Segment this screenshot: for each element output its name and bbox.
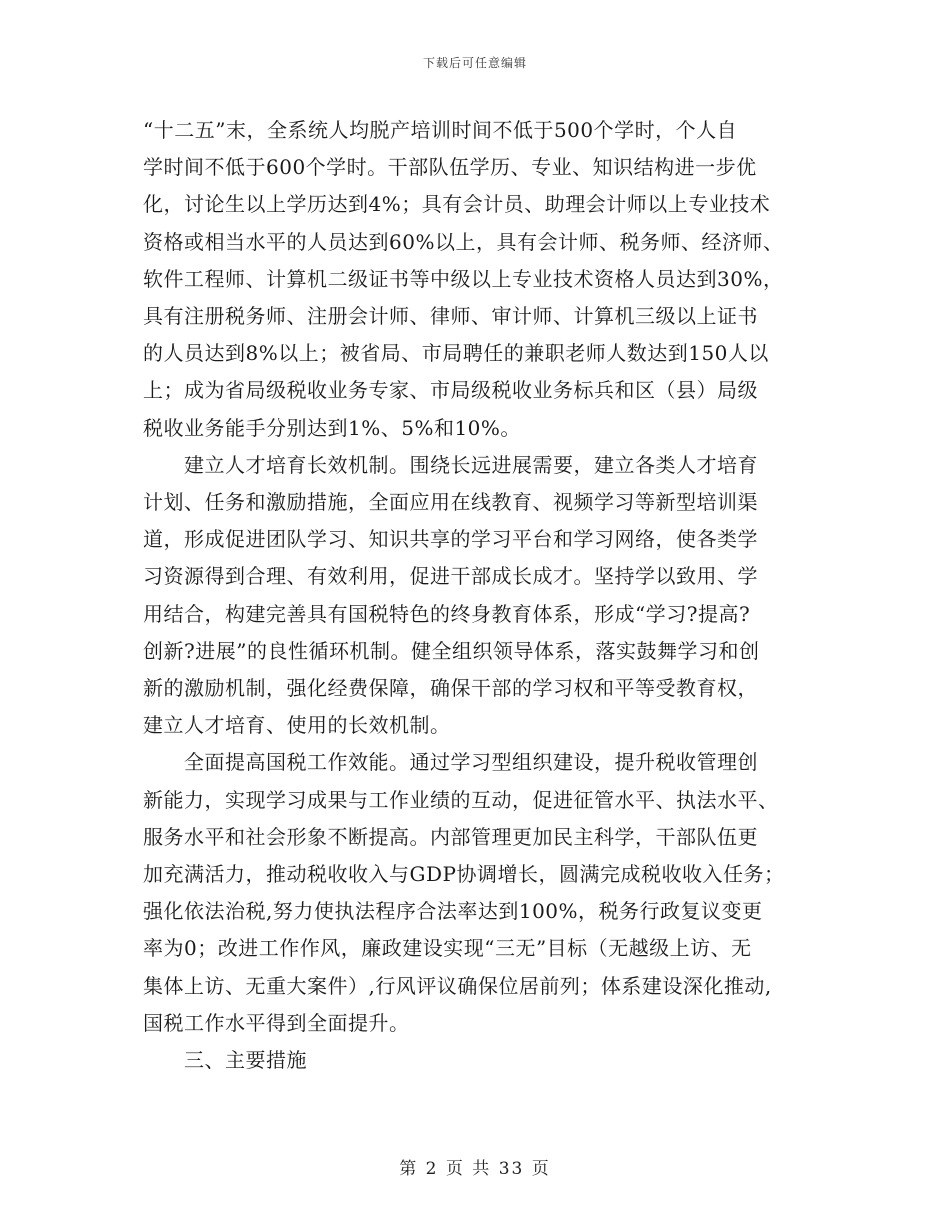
paragraph-training-targets: “十二五”末，全系统人均脱产培训时间不低于500个学时，个人自 学时间不低于600个学时。干部队伍学历、专业、知识结构进一步优 化，讨论生以上学历达到4%；具有会计员、助理会计师以上专业技术 资格或相当水平的人员达到60%以上，具有会计师、税务师、经济师、 软件工程师、计算机二级证书等中级以上专业技术资格人员达到30%， 具有注册税务师、注册会计师、律师、审计师、计算机三级以上证书 的人员达到8%以上；被省局、市局聘任的兼职老师人数达到150人以 上；成为省局级税收业务专家、市局级税收业务标兵和区（县）局级 税收业务能手分别达到1%、5%和10%。 bbox=[143, 118, 784, 440]
page-header-note: 下载后可任意编辑 bbox=[422, 56, 527, 70]
document-body bbox=[143, 112, 815, 1079]
page-number-footer: 第 2 页 共 33 页 bbox=[399, 1159, 551, 1179]
paragraph-talent-mechanism: 建立人才培育长效机制。围绕长远进展需要，建立各类人才培育 计划、任务和激励措施，全面应用在线教育、视频学习等新型培训渠 道，形成促进团队学习、知识共享的学习平台和学习网络，使各类学 习资源得到合理、有效利用，促进干部成长成才。坚持学以致用、学 用结合，构建完善具有国税特色的终身教育体系，形成“学习?提高? 创新?进展”的良性循环机制。健全组织领导体系，落实鼓舞学习和创 新的激励机制，强化经费保障，确保干部的学习权和平等受教育权， 建立人才培育、使用的长效机制。 bbox=[143, 452, 760, 738]
paragraph-work-efficiency: 全面提高国税工作效能。通过学习型组织建设，提升税收管理创 新能力，实现学习成果与工作业绩的互动，促进征管水平、执法水平、 服务水平和社会形象不断提高。内部管理更加民主科学，干部队伍更 加充满活力，推动税收收入与GDP协调增长，圆满完成税收收入任务； 强化依法治税,努力使执法程序合法率达到100%，税务行政复议变更 率为0；改进工作作风，廉政建设实现“三无”目标（无越级上访、无 集体上访、无重大案件）,行风评议确保位居前列；体系建设深化推动, 国税工作水平得到全面提升。 bbox=[143, 750, 785, 1035]
section-heading-main-measures: 三、主要措施 bbox=[143, 1048, 307, 1073]
